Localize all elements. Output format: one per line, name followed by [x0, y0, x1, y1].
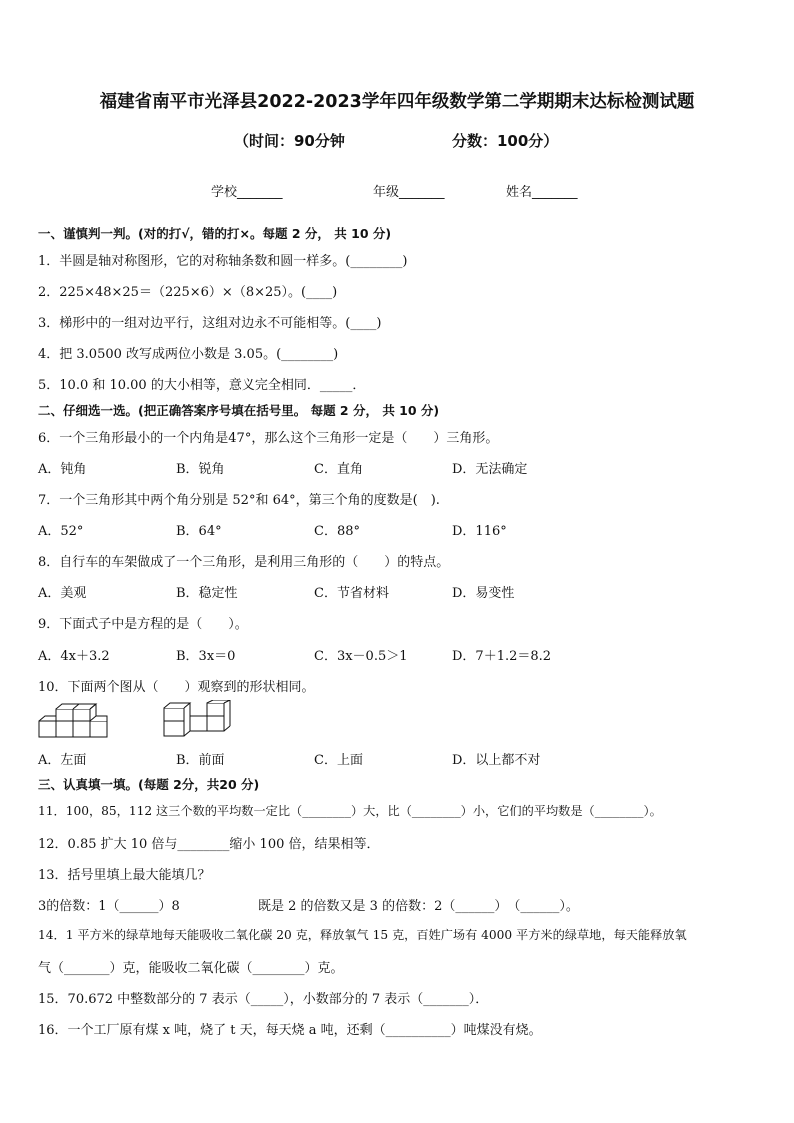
- q10-option-b: B．前面: [176, 753, 225, 768]
- question-12: 12．0.85 扩大 10 倍与________缩小 100 倍，结果相等．: [38, 837, 380, 852]
- school-field: 学校_______: [211, 185, 283, 200]
- q9-option-a: A．4x＋3.2: [38, 649, 110, 664]
- question-11: 11．100，85，112 这三个数的平均数一定比（________）大，比（________）小，它们的平均数是（________）。: [38, 804, 662, 818]
- q6-option-c: C．直角: [314, 462, 363, 477]
- question-14-line-1: 14．1 平方米的绿草地每天能吸收二氧化碳 20 克，释放氧气 15 克，百姓广场有 4000 平方米的绿草地，每天能释放氧: [38, 928, 687, 942]
- question-1: 1．半圆是轴对称图形，它的对称轴条数和圆一样多。(________): [38, 254, 408, 269]
- question-13-part-b: 既是 2 的倍数又是 3 的倍数：2（______） （______）。: [258, 899, 579, 914]
- q8-option-c: C．节省材料: [314, 586, 389, 601]
- q10-option-c: C．上面: [314, 753, 363, 768]
- q8-option-a: A．美观: [38, 586, 87, 601]
- q6-option-b: B．锐角: [176, 462, 225, 477]
- section-1-heading: 一、谨慎判一判。(对的打√，错的打×。每题 2 分， 共 10 分): [38, 226, 392, 241]
- question-3: 3．梯形中的一组对边平行，这组对边永不可能相等。(____): [38, 316, 382, 331]
- question-13-part-a: 3的倍数：1（______）8: [38, 899, 180, 914]
- exam-title: 福建省南平市光泽县2022-2023学年四年级数学第二学期期末达标检测试题: [99, 92, 695, 112]
- question-8: 8．自行车的车架做成了一个三角形，是利用三角形的（ ）的特点。: [38, 555, 450, 570]
- q7-option-c: C．88°: [314, 524, 360, 539]
- question-5: 5．10.0 和 10.00 的大小相等，意义完全相同．_____．: [38, 378, 366, 393]
- q10-figure-2: [162, 700, 242, 738]
- exam-time: （时间：90分钟: [234, 132, 345, 150]
- name-field: 姓名_______: [506, 185, 578, 200]
- exam-score: 分数：100分）: [452, 132, 559, 150]
- q9-option-c: C．3x－0.5＞1: [314, 649, 408, 664]
- section-3-heading: 三、认真填一填。(每题 2分，共20 分): [38, 777, 260, 792]
- question-16: 16．一个工厂原有煤 x 吨，烧了 t 天，每天烧 a 吨，还剩（__________）吨煤没有烧。: [38, 1023, 542, 1038]
- q8-option-b: B．稳定性: [176, 586, 238, 601]
- q8-option-d: D．易变性: [452, 586, 515, 601]
- question-2: 2．225×48×25＝（225×6）×（8×25）。(____): [38, 285, 338, 300]
- q10-option-d: D．以上都不对: [452, 753, 541, 768]
- q6-option-a: A．钝角: [38, 462, 87, 477]
- q9-option-d: D．7＋1.2＝8.2: [452, 649, 552, 664]
- q10-option-a: A．左面: [38, 753, 87, 768]
- q6-option-d: D．无法确定: [452, 462, 528, 477]
- question-4: 4．把 3.0500 改写成两位小数是 3.05。(________): [38, 347, 339, 362]
- q10-figure-1: [38, 700, 110, 738]
- grade-field: 年级_______: [373, 185, 445, 200]
- section-2-heading: 二、仔细选一选。(把正确答案序号填在括号里。 每题 2 分， 共 10 分): [38, 403, 440, 418]
- question-14-line-2: 气（_______）克，能吸收二氧化碳（________）克。: [38, 961, 344, 976]
- question-13: 13．括号里填上最大能填几？: [38, 868, 211, 883]
- q7-option-b: B．64°: [176, 524, 222, 539]
- question-9: 9．下面式子中是方程的是（ ）。: [38, 617, 248, 632]
- question-6: 6．一个三角形最小的一个内角是47°，那么这个三角形一定是（ ）三角形。: [38, 431, 499, 446]
- q7-option-d: D．116°: [452, 524, 507, 539]
- q9-option-b: B．3x＝0: [176, 649, 236, 664]
- question-7: 7．一个三角形其中两个角分别是 52°和 64°，第三个角的度数是( ).: [38, 493, 440, 508]
- question-10: 10．下面两个图从（ ）观察到的形状相同。: [38, 680, 315, 695]
- q7-option-a: A．52°: [38, 524, 84, 539]
- question-15: 15．70.672 中整数部分的 7 表示（_____），小数部分的 7 表示（_______）．: [38, 992, 489, 1007]
